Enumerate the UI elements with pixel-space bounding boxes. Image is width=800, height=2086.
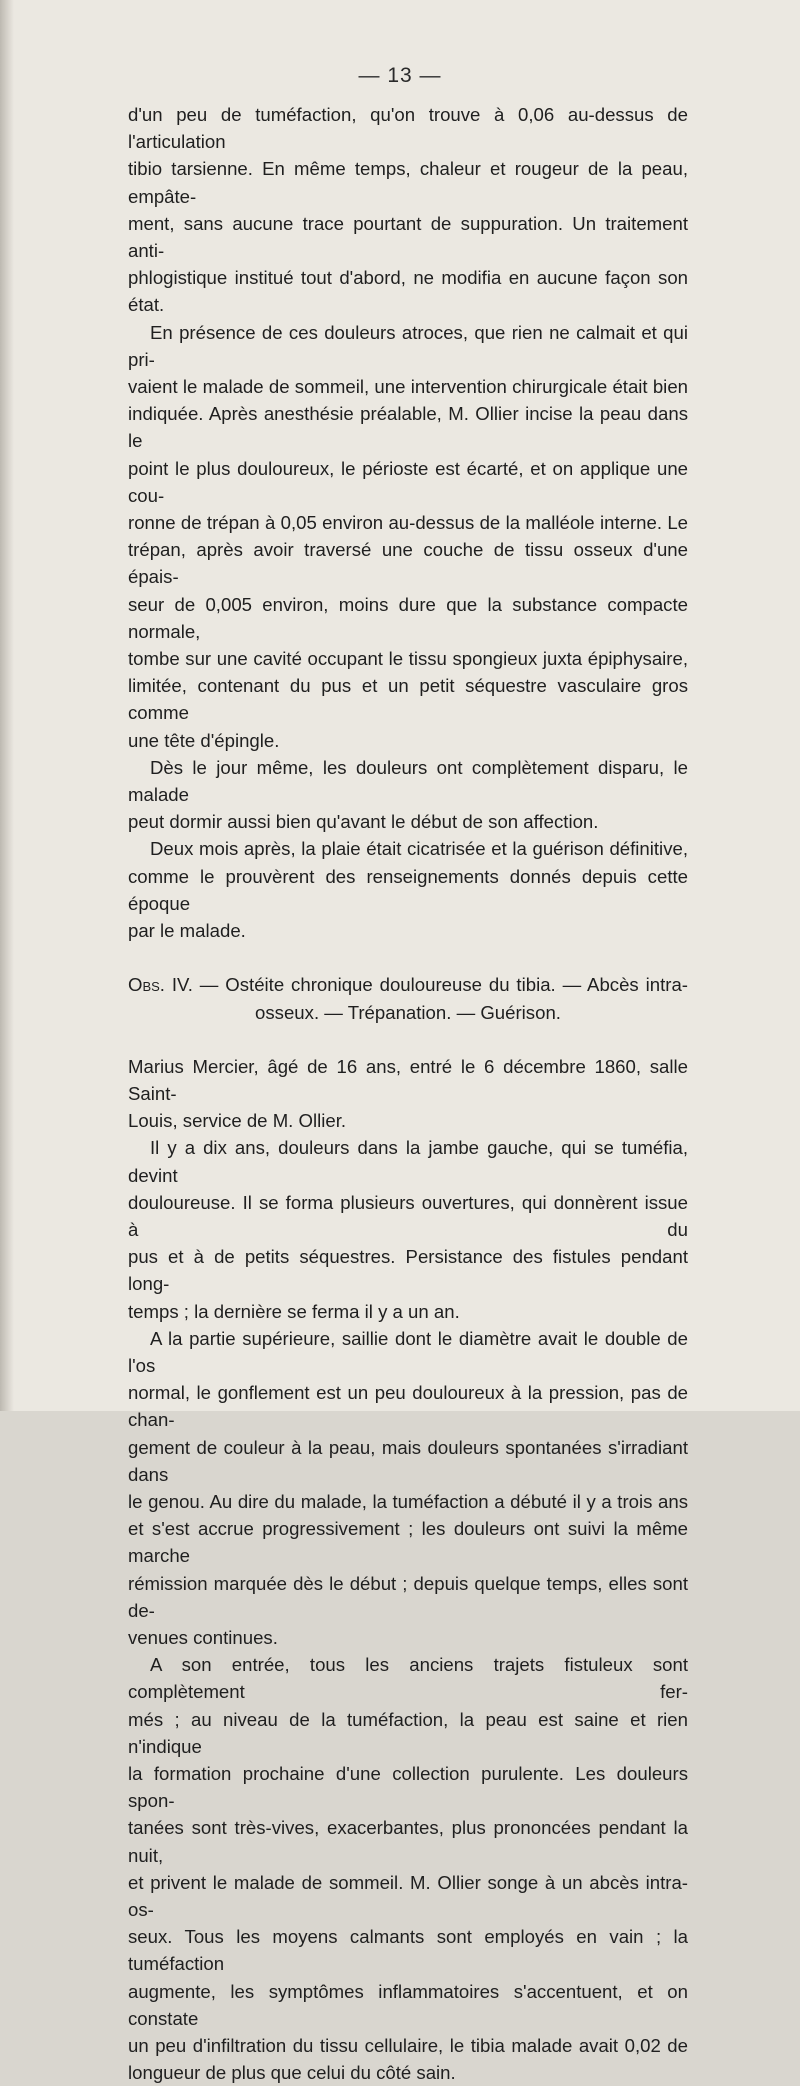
text-line: limitée, contenant du pus et un petit séquestre vasculaire gros comme <box>128 675 688 724</box>
page-body <box>128 101 688 2086</box>
text-line: A son entrée, tous les anciens trajets fistuleux sont complètement fer- <box>128 1654 688 1703</box>
text-line: Deux mois après, la plaie était cicatrisée et la guérison définitive, <box>150 838 688 860</box>
text-line: Marius Mercier, âgé de 16 ans, entré le 6 décembre 1860, salle Saint- <box>128 1055 688 1104</box>
text-line: d'un peu de tuméfaction, qu'on trouve à 0,06 au-dessus de l'articulation <box>128 104 688 153</box>
text-line: douloureuse. Il se forma plusieurs ouvertures, qui donnèrent issue à du <box>128 1191 688 1240</box>
text-line: rémission marquée dès le début ; depuis quelque temps, elles sont de- <box>128 1572 688 1621</box>
text-line: normal, le gonflement est un peu douloureux à la pression, pas de chan- <box>128 1382 688 1431</box>
paragraph <box>128 1651 688 2086</box>
text-line: seux. Tous les moyens calmants sont employés en vain ; la tuméfaction <box>128 1926 688 1975</box>
paragraph <box>128 319 688 754</box>
text-line: gement de couleur à la peau, mais douleurs spontanées s'irradiant dans <box>128 1436 688 1485</box>
paragraph <box>128 1134 688 1324</box>
text-line: ment, sans aucune trace pourtant de suppuration. Un traitement anti- <box>128 212 688 262</box>
text-line: En présence de ces douleurs atroces, que rien ne calmait et qui pri- <box>128 321 688 370</box>
observation-title-line1: — Ostéite chronique douloureuse du tibia. — Abcès intra- <box>192 974 688 996</box>
text-line: trépan, après avoir traversé une couche de tissu osseux d'une épais- <box>128 539 688 588</box>
observation-label: Obs. IV. <box>128 974 193 996</box>
observation-heading <box>128 971 688 1025</box>
text-line: tombe sur une cavité occupant le tissu spongieux juxta épiphysaire, <box>128 648 688 670</box>
paragraph <box>128 754 688 836</box>
text-line: Louis, service de M. Ollier. <box>128 1110 347 1132</box>
text-line: et s'est accrue progressivement ; les douleurs ont suivi la même marche <box>128 1518 688 1567</box>
page-number: — 13 — <box>358 64 442 87</box>
text-line: et privent le malade de sommeil. M. Ollier songe à un abcès intra-os- <box>128 1871 688 1920</box>
spacer <box>128 1026 688 1053</box>
text-line: augmente, les symptômes inflammatoires s'accentuent, et on constate <box>128 1980 688 2029</box>
spacer <box>128 944 688 971</box>
text-line: le genou. Au dire du malade, la tuméfaction a débuté il y a trois ans <box>128 1490 688 1512</box>
text-line: comme le prouvèrent des renseignements donnés depuis cette époque <box>128 865 688 914</box>
text-line: Dès le jour même, les douleurs ont complètement disparu, le malade <box>128 756 688 806</box>
text-line: phlogistique institué tout d'abord, ne modifia en aucune façon son état. <box>128 267 688 316</box>
paragraph <box>128 1053 688 1135</box>
text-line: vaient le malade de sommeil, une intervention chirurgicale était bien <box>128 376 688 398</box>
text-line: ronne de trépan à 0,05 environ au-dessus de la malléole interne. Le <box>128 512 688 534</box>
text-line: une tête d'épingle. <box>128 729 280 751</box>
text-line: peut dormir aussi bien qu'avant le début de son affection. <box>128 811 599 833</box>
text-line: indiquée. Après anesthésie préalable, M. Ollier incise la peau dans le <box>128 403 688 452</box>
observation-heading-line <box>128 971 688 998</box>
text-line: la formation prochaine d'une collection purulente. Les douleurs spon- <box>128 1762 688 1812</box>
text-line: venues continues. <box>128 1626 278 1648</box>
text-line: Il y a dix ans, douleurs dans la jambe gauche, qui se tuméfia, devint <box>128 1137 688 1186</box>
text-line: temps ; la dernière se ferma il y a un an. <box>128 1300 460 1322</box>
paragraph <box>128 835 688 944</box>
text-line: point le plus douloureux, le périoste est écarté, et on applique une cou- <box>128 457 688 506</box>
text-line: A la partie supérieure, saillie dont le diamètre avait le double de l'os <box>128 1327 688 1376</box>
text-line: seur de 0,005 environ, moins dure que la substance compacte normale, <box>128 593 688 642</box>
paragraph <box>128 1325 688 1651</box>
text-line: tibio tarsienne. En même temps, chaleur et rougeur de la peau, empâte- <box>128 158 688 207</box>
text-line: un peu d'infiltration du tissu cellulaire, le tibia malade avait 0,02 de <box>128 2035 688 2057</box>
text-line: pus et à de petits séquestres. Persistance des fistules pendant long- <box>128 1246 688 1295</box>
text-line: par le malade. <box>128 920 246 942</box>
page-binding-edge <box>0 0 14 1411</box>
text-line: tanées sont très-vives, exacerbantes, plus prononcées pendant la nuit, <box>128 1817 688 1866</box>
text-line: més ; au niveau de la tuméfaction, la peau est saine et rien n'indique <box>128 1708 688 1757</box>
paragraph <box>128 101 688 319</box>
text-line: longueur de plus que celui du côté sain. <box>128 2062 456 2084</box>
observation-title-line2: osseux. — Trépanation. — Guérison. <box>255 1001 561 1023</box>
